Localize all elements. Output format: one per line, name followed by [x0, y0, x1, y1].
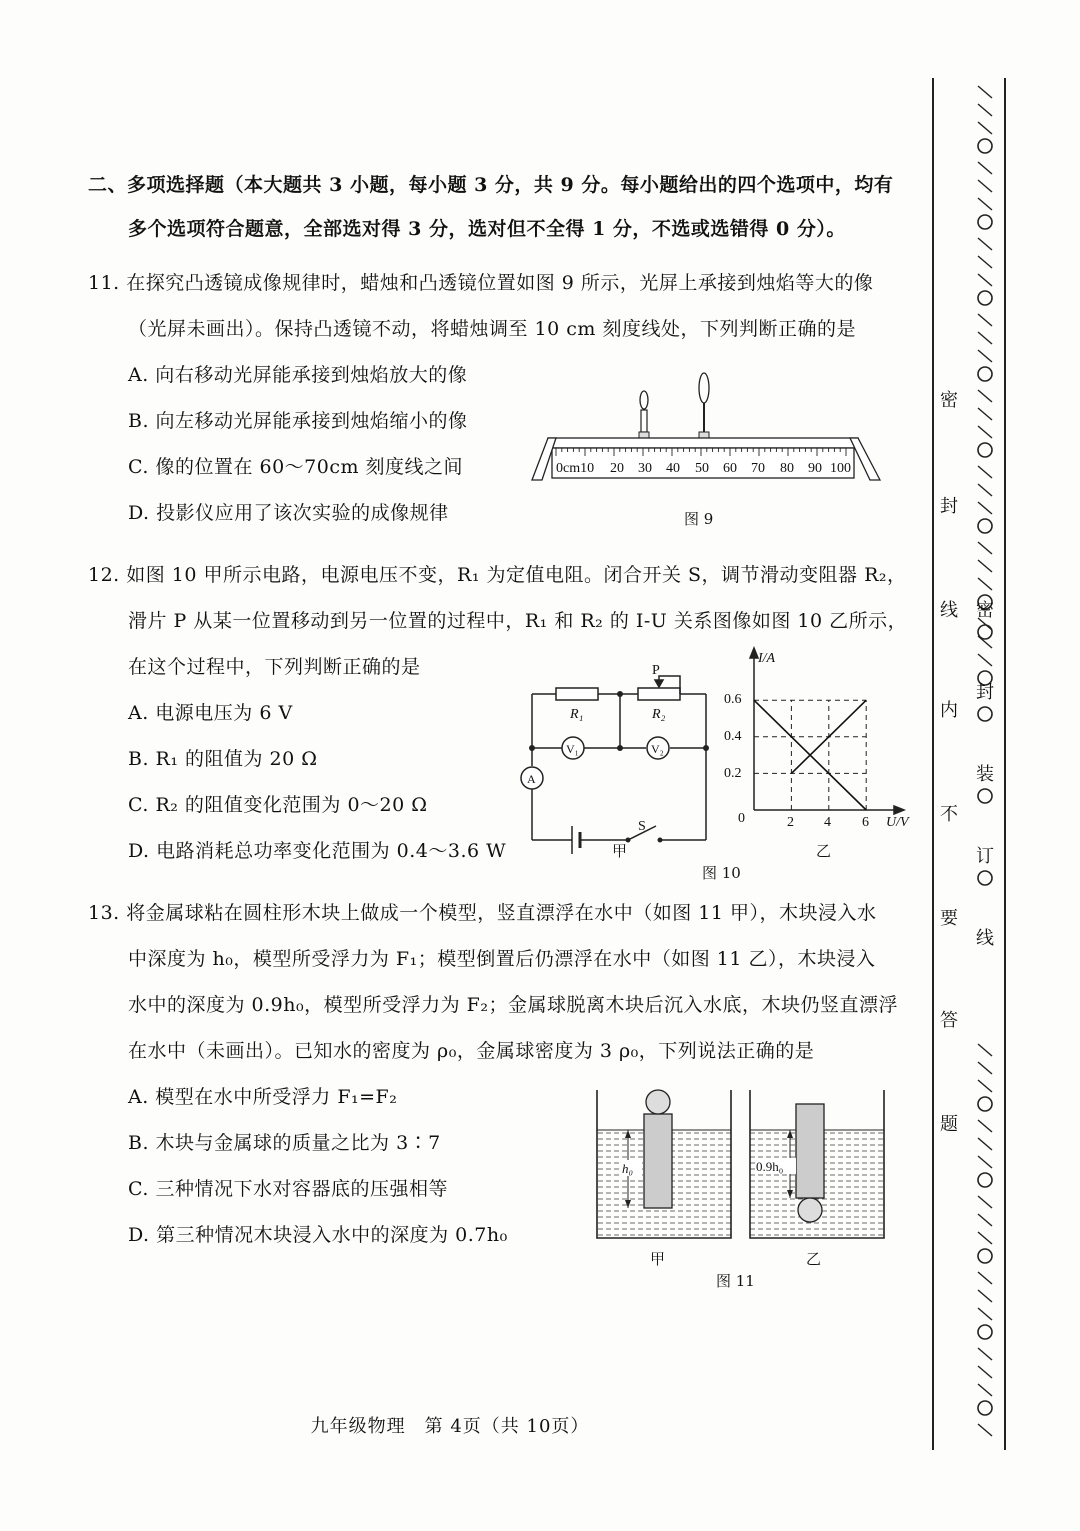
seal-slash — [978, 198, 992, 210]
graph-xtick: 4 — [824, 815, 831, 830]
q12-option-c: C. R₂ 的阻值变化范围为 0～20 Ω — [128, 794, 428, 816]
q11-option-b: B. 向左移动光屏能承接到烛焰缩小的像 — [128, 410, 468, 432]
q11-stem-line2: （光屏未画出）。保持凸透镜不动，将蜡烛调至 10 cm 刻度线处，下列判断正确的是 — [128, 318, 856, 340]
graph-caption: 乙 — [816, 842, 832, 860]
q12-option-d: D. 电路消耗总功率变化范围为 0.4～3.6 W — [128, 840, 507, 862]
graph-xlabel: U/V — [886, 815, 909, 830]
graph-series — [754, 700, 866, 810]
seal-slash — [978, 86, 992, 98]
seal-slash — [978, 484, 992, 496]
seal-circle — [978, 871, 992, 885]
seal-circle — [978, 1325, 992, 1339]
figure10-circuit — [510, 660, 720, 860]
seal-circle — [978, 1173, 992, 1187]
label-a: A — [527, 772, 536, 786]
seal-word: 答 — [940, 1010, 958, 1031]
label-h0: h₀ — [622, 1161, 634, 1176]
seal-slash — [978, 1366, 992, 1378]
q13-stem-line3: 水中的深度为 0.9h₀，模型所受浮力为 F₂；金属球脱离木块后沉入水底，木块仍竖直漂浮 — [128, 994, 898, 1016]
seal-slash — [978, 1232, 992, 1244]
seal-slash — [978, 1196, 992, 1208]
page-footer: 九年级物理 第 4页（共 10页） — [310, 1416, 590, 1437]
graph-ytick: 0.6 — [724, 692, 742, 707]
label-v1: V₁ — [566, 742, 579, 756]
graph-xtick: 2 — [787, 815, 794, 830]
seal-slash — [978, 1384, 992, 1396]
seal-slash — [978, 654, 992, 666]
candle-icon — [639, 391, 649, 438]
seal-slash — [978, 466, 992, 478]
ruler-label: 60 — [723, 461, 737, 476]
q11-option-a: A. 向右移动光屏能承接到烛焰放大的像 — [128, 364, 468, 386]
seal-rule-right — [1004, 78, 1006, 1450]
q12-stem-line1: 12. 如图 10 甲所示电路，电源电压不变，R₁ 为定值电阻。闭合开关 S，调节滑动变阻器 R₂， — [88, 564, 907, 586]
seal-word: 封 — [940, 496, 958, 517]
graph-ytick: 0.4 — [724, 729, 742, 744]
graph-origin: 0 — [738, 811, 745, 826]
seal-slash — [978, 1120, 992, 1132]
label-09h0: 0.9h₀ — [756, 1159, 784, 1174]
graph-xtick: 6 — [862, 815, 869, 830]
metal-ball — [798, 1198, 822, 1222]
seal-word: 不 — [940, 804, 958, 825]
graph-ylabel: I/A — [758, 651, 776, 666]
label-v2: V₂ — [651, 742, 664, 756]
seal-slash — [978, 104, 992, 116]
label-s: S — [638, 819, 646, 834]
ruler-label: 50 — [695, 461, 709, 476]
q12-option-b: B. R₁ 的阻值为 20 Ω — [128, 748, 318, 770]
container-yi — [750, 1090, 884, 1238]
seal-mark: 密 — [976, 600, 994, 621]
seal-circle — [978, 625, 992, 639]
seal-circle — [978, 707, 992, 721]
seal-slash — [978, 332, 992, 344]
seal-slash — [978, 1308, 992, 1320]
section-heading-line1: 二、多项选择题（本大题共 3 小题，每小题 3 分，共 9 分。每小题给出的四个选项中，均有 — [88, 174, 894, 196]
seal-slash — [978, 578, 992, 590]
seal-word: 密 — [940, 390, 958, 411]
label-r1: R₁ — [570, 707, 584, 722]
figure10-iu-graph — [720, 640, 920, 836]
seal-word: 题 — [940, 1114, 958, 1135]
seal-slash — [978, 350, 992, 362]
graph-ytick: 0.2 — [724, 766, 742, 781]
section-heading-line2: 多个选项符合题意，全部选对得 3 分，选对但不全得 1 分，不选或选错得 0 分）。 — [128, 218, 846, 240]
wooden-block — [644, 1114, 672, 1208]
q12-stem-line2: 滑片 P 从某一位置移动到另一位置的过程中，R₁ 和 R₂ 的 I-U 关系图像如图 10 乙所示， — [128, 610, 908, 632]
metal-ball — [646, 1090, 670, 1114]
seal-slash — [978, 162, 992, 174]
seal-circle — [978, 1401, 992, 1415]
resistor-r2 — [638, 688, 680, 700]
seal-circle — [978, 139, 992, 153]
q13-option-a: A. 模型在水中所受浮力 F₁=F₂ — [128, 1086, 398, 1108]
ruler-label: 30 — [638, 461, 652, 476]
seal-slash — [978, 274, 992, 286]
seal-slash — [978, 1214, 992, 1226]
seal-word: 内 — [940, 700, 958, 721]
q13-stem-line4: 在水中（未画出）。已知水的密度为 ρ₀，金属球密度为 3 ρ₀，下列说法正确的是 — [128, 1040, 815, 1062]
seal-slash — [978, 1062, 992, 1074]
ruler-label: 80 — [780, 461, 794, 476]
seal-circle — [978, 367, 992, 381]
seal-circle — [978, 519, 992, 533]
seal-mark: 线 — [976, 928, 994, 949]
seal-rule-left — [932, 78, 934, 1450]
seal-slash — [978, 426, 992, 438]
seal-slash — [978, 408, 992, 420]
seal-slash — [978, 314, 992, 326]
figure11-caption: 图 11 — [716, 1272, 755, 1290]
q13-stem-line2: 中深度为 h₀，模型所受浮力为 F₁；模型倒置后仍漂浮在水中（如图 11 乙），木块浸入 — [128, 948, 876, 970]
q13-option-b: B. 木块与金属球的质量之比为 3∶7 — [128, 1132, 441, 1154]
seal-slash — [978, 1080, 992, 1092]
figure9-caption: 图 9 — [684, 510, 714, 528]
seal-circle — [978, 1097, 992, 1111]
seal-slash — [978, 1272, 992, 1284]
seal-mark: 封 — [976, 682, 994, 703]
q12-option-a: A. 电源电压为 6 V — [128, 702, 293, 724]
circuit-caption: 甲 — [612, 842, 628, 860]
q13-option-c: C. 三种情况下水对容器底的压强相等 — [128, 1178, 448, 1200]
seal-slash — [978, 1424, 992, 1436]
seal-circle — [978, 291, 992, 305]
q11-stem-line1: 11. 在探究凸透镜成像规律时，蜡烛和凸透镜位置如图 9 所示，光屏上承接到烛焰等大的像 — [88, 272, 874, 294]
wooden-block — [796, 1104, 824, 1198]
q13-option-d: D. 第三种情况木块浸入水中的深度为 0.7h₀ — [128, 1224, 508, 1246]
figure11-right-caption: 乙 — [806, 1250, 822, 1268]
seal-slash — [978, 122, 992, 134]
figure10-caption: 图 10 — [702, 864, 741, 882]
lens-icon — [699, 373, 709, 438]
seal-slash — [978, 502, 992, 514]
ruler-label: 100 — [830, 461, 851, 476]
seal-word: 要 — [940, 908, 958, 929]
ruler-label: 20 — [610, 461, 624, 476]
q12-stem-line3: 在这个过程中，下列判断正确的是 — [128, 656, 421, 678]
seal-slash — [978, 1156, 992, 1168]
seal-slash — [978, 542, 992, 554]
q11-option-c: C. 像的位置在 60～70cm 刻度线之间 — [128, 456, 464, 478]
q11-option-d: D. 投影仪应用了该次实验的成像规律 — [128, 502, 449, 524]
ruler-label: 90 — [808, 461, 822, 476]
seal-circle — [978, 1249, 992, 1263]
figure11-left-caption: 甲 — [650, 1250, 666, 1268]
seal-slash — [978, 1348, 992, 1360]
seal-slash — [978, 238, 992, 250]
q13-stem-line1: 13. 将金属球粘在圆柱形木块上做成一个模型，竖直漂浮在水中（如图 11 甲），木块浸入水 — [88, 902, 877, 924]
ruler-label: 70 — [751, 461, 765, 476]
seal-slash — [978, 390, 992, 402]
seal-slash — [978, 1044, 992, 1056]
bench-rail — [548, 438, 858, 448]
ruler-label: 0cm10 — [556, 461, 595, 476]
label-p: P — [652, 663, 660, 678]
seal-slash — [978, 256, 992, 268]
seal-mark: 装 — [976, 764, 994, 785]
seal-slash — [978, 560, 992, 572]
seal-mark: 订 — [976, 846, 994, 867]
seal-circle — [978, 215, 992, 229]
container-jia — [597, 1090, 731, 1238]
figure11-floating-models — [590, 1082, 890, 1247]
label-r2: R₂ — [652, 707, 666, 722]
seal-word: 线 — [940, 600, 958, 621]
resistor-r1 — [556, 688, 598, 700]
seal-circle — [978, 789, 992, 803]
ruler-label: 40 — [666, 461, 680, 476]
seal-circle — [978, 443, 992, 457]
seal-slash — [978, 180, 992, 192]
figure9-optical-bench — [526, 368, 886, 498]
seal-slash — [978, 1290, 992, 1302]
seal-slash — [978, 1138, 992, 1150]
